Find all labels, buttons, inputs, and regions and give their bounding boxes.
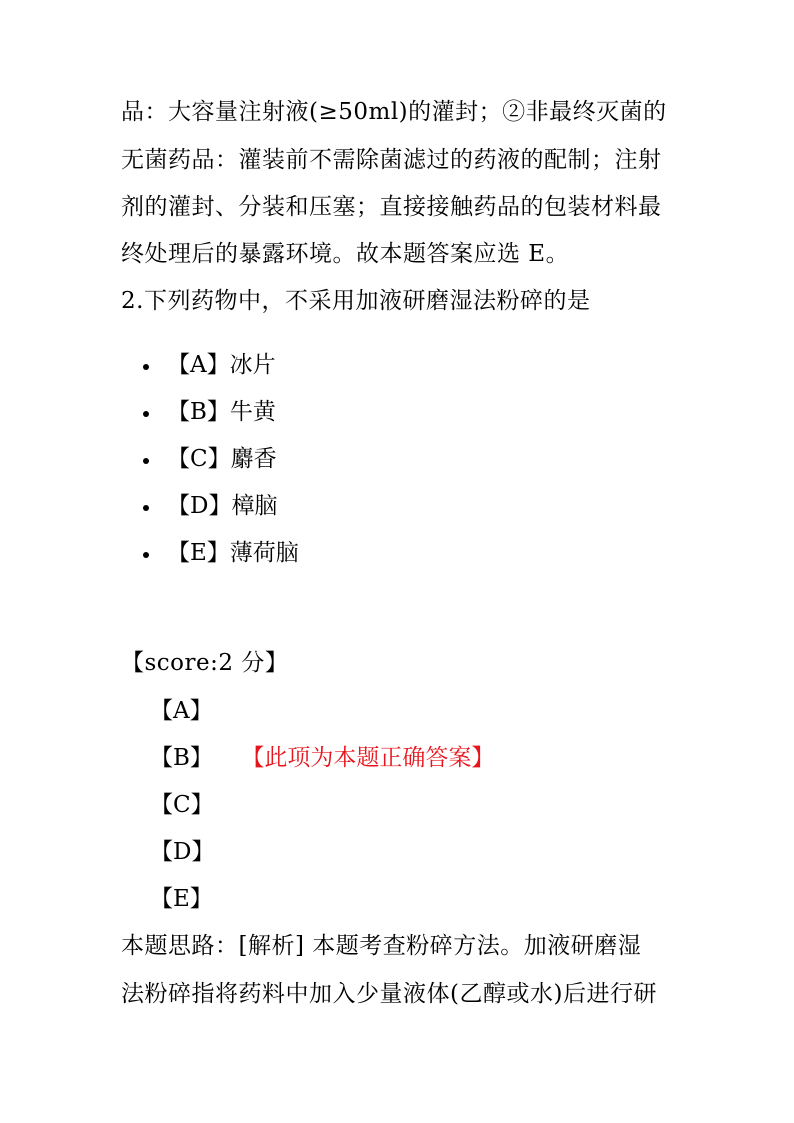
option-b [143,397,276,427]
option-a-label: 【A】冰片 [167,352,276,378]
answer-e-label: 【E】 [150,886,213,912]
bullet-icon [143,552,149,558]
answer-d [150,837,214,867]
bullet-icon [143,411,149,417]
bullet-icon [143,505,149,511]
option-e [143,538,299,568]
answer-c-label: 【C】 [150,792,214,818]
correct-answer-mark: 【此项为本题正确答案】 [252,745,495,771]
option-b-label: 【B】牛黄 [167,399,276,425]
analysis-line-1: 本题思路：[解析] 本题考查粉碎方法。加液研磨湿 [121,933,642,959]
answer-b-label: 【B】 [150,745,213,771]
answer-e [150,884,213,914]
option-d [143,491,277,521]
answer-a-label: 【A】 [150,698,213,724]
answer-c [150,790,214,820]
analysis-line-2: 法粉碎指将药料中加入少量液体(乙醇或水)后进行研 [121,981,657,1007]
score-label: 【score:2 分】 [121,650,289,676]
option-e-label: 【E】薄荷脑 [167,540,299,566]
answer-a [150,696,213,726]
option-a [143,350,276,380]
answer-d-label: 【D】 [150,839,215,865]
question-text: 2.下列药物中，不采用加液研磨湿法粉碎的是 [121,288,591,314]
answer-b [150,743,494,773]
intro-line-2: 无菌药品：灌装前不需除菌滤过的药液的配制；注射 [121,147,662,173]
intro-line-4: 终处理后的暴露环境。故本题答案应选 E。 [121,241,570,267]
option-c [143,444,277,474]
option-d-label: 【D】樟脑 [167,493,278,519]
intro-line-1: 品：大容量注射液(≥50ml)的灌封；②非最终灭菌的 [121,99,667,125]
bullet-icon [143,364,149,370]
option-c-label: 【C】麝香 [167,446,277,472]
bullet-icon [143,458,149,464]
intro-line-3: 剂的灌封、分装和压塞；直接接触药品的包装材料最 [121,194,662,220]
